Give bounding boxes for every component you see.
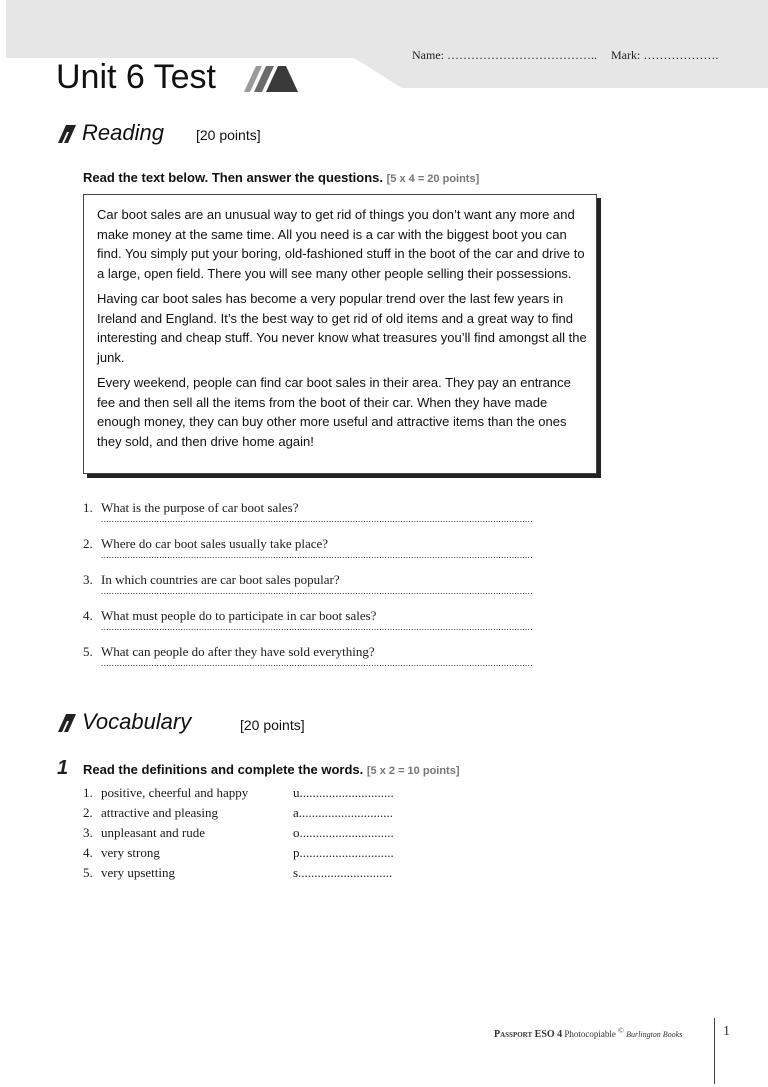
vocabulary-definition: attractive and pleasing: [101, 805, 218, 820]
question-number: 3.: [83, 572, 93, 587]
reading-title: Reading: [82, 120, 164, 145]
reading-paragraph: Every weekend, people can find car boot sales in their area. They pay an entrance fee and then sell all the items from the boot of their car. When they have made enough money, they can buy other more useful and attractive items than the ones they sold, and then drive home again!: [97, 375, 571, 449]
reading-text-box: [83, 194, 597, 474]
reading-questions: [83, 500, 643, 680]
answer-line[interactable]: ...................................................................................................................................................................: [101, 514, 533, 524]
burlington-logo-icon: [244, 66, 298, 92]
question-item: [83, 500, 643, 536]
reading-paragraph: Having car boot sales has become a very popular trend over the last few years in Ireland and England. It’s the best way to get rid of old items and a great way to find interesting and cheap stuff. You never know what treasures you’ll find amongst all the junk.: [97, 291, 587, 365]
vocabulary-answer-field[interactable]: s.............................: [293, 865, 393, 880]
vocabulary-points: [20 points]: [240, 717, 305, 733]
question-item: [83, 572, 643, 608]
question-text: What can people do after they have sold everything?: [101, 644, 375, 659]
page-number: 1: [723, 1024, 730, 1039]
answer-line[interactable]: ...................................................................................................................................................................: [101, 550, 533, 560]
vocabulary-item: [83, 825, 443, 845]
name-field[interactable]: Name: ………………………………..: [412, 48, 597, 62]
answer-line[interactable]: ...................................................................................................................................................................: [101, 586, 533, 596]
footer-publisher: Burlington Books: [626, 1030, 683, 1039]
answer-line[interactable]: ...................................................................................................................................................................: [101, 622, 533, 632]
vocabulary-item: [83, 805, 443, 825]
vocabulary-number: 1.: [83, 785, 93, 800]
question-item: [83, 536, 643, 572]
vocabulary-answer-field[interactable]: o.............................: [293, 825, 394, 840]
reading-instruction: [83, 170, 479, 185]
reading-points: [20 points]: [196, 127, 261, 143]
vocabulary-number: 3.: [83, 825, 93, 840]
vocabulary-answer-field[interactable]: u.............................: [293, 785, 394, 800]
vocabulary-list: [83, 785, 443, 885]
vocabulary-definition: very strong: [101, 845, 160, 860]
section-slash-icon: [58, 714, 76, 732]
question-text: Where do car boot sales usually take place?: [101, 536, 329, 551]
exercise-number: 1: [57, 757, 69, 779]
footer-credit: [494, 1026, 682, 1040]
name-mark-fields: [412, 48, 718, 63]
reading-instruction-text: Read the text below. Then answer the questions.: [83, 170, 384, 185]
vocabulary-item: [83, 785, 443, 805]
footer-copyright: ©: [618, 1026, 624, 1035]
question-text: What is the purpose of car boot sales?: [101, 500, 299, 515]
question-number: 5.: [83, 644, 93, 659]
vocabulary-item: [83, 845, 443, 865]
vocabulary-number: 2.: [83, 805, 93, 820]
vocabulary-number: 4.: [83, 845, 93, 860]
reading-instruction-points: [5 x 4 = 20 points]: [386, 173, 480, 185]
question-item: [83, 644, 643, 680]
vocabulary-instruction-text: Read the definitions and complete the words.: [83, 762, 364, 777]
answer-line[interactable]: ...................................................................................................................................................................: [101, 658, 533, 668]
vocabulary-number: 5.: [83, 865, 93, 880]
vocabulary-instruction: [83, 762, 460, 777]
vocabulary-answer-field[interactable]: a.............................: [293, 805, 394, 820]
question-item: [83, 608, 643, 644]
vocabulary-definition: unpleasant and rude: [101, 825, 205, 840]
section-slash-icon: [58, 125, 76, 143]
footer-series: Passport ESO 4: [494, 1029, 563, 1040]
question-text: What must people do to participate in car boot sales?: [101, 608, 377, 623]
vocabulary-title: Vocabulary: [82, 709, 192, 734]
footer-photocopiable: Photocopiable: [564, 1029, 616, 1039]
question-number: 2.: [83, 536, 93, 551]
vocabulary-definition: very upsetting: [101, 865, 176, 880]
vocabulary-item: [83, 865, 443, 885]
vocabulary-answer-field[interactable]: p.............................: [293, 845, 394, 860]
vocabulary-definition: positive, cheerful and happy: [101, 785, 249, 800]
reading-paragraph: Car boot sales are an unusual way to get rid of things you don’t want any more and make money at the same time. All you need is a car with the biggest boot you can find. You simply put your boring, old-fashioned stuff in the boot of the car and drive to a large, open field. There you will see many other people selling their possessions.: [97, 207, 585, 281]
footer-divider: [714, 1018, 715, 1084]
question-text: In which countries are car boot sales popular?: [101, 572, 340, 587]
unit-title: Unit 6 Test: [56, 58, 217, 96]
vocabulary-instruction-points: [5 x 2 = 10 points]: [366, 765, 460, 777]
question-number: 4.: [83, 608, 93, 623]
mark-field[interactable]: Mark: ……………….: [611, 48, 719, 62]
question-number: 1.: [83, 500, 93, 515]
